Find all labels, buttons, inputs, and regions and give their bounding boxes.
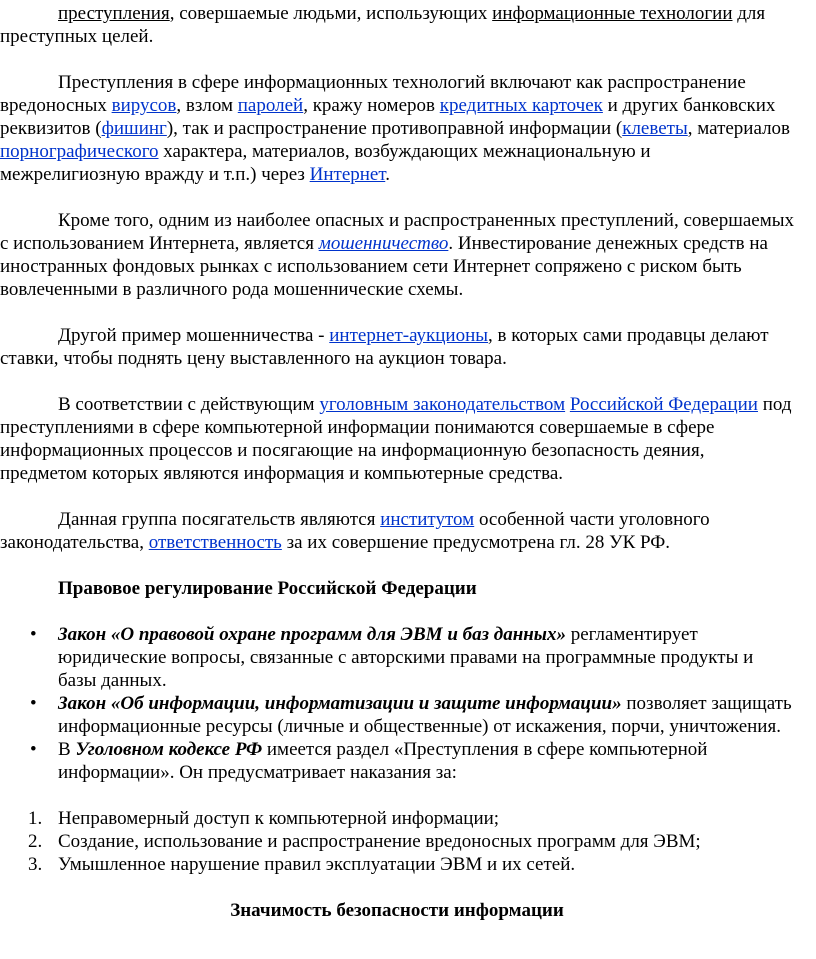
law-bullet-list	[0, 623, 794, 784]
link-viruses[interactable]: вирусов	[111, 95, 177, 116]
bullet-marker: •	[30, 739, 37, 760]
link-crimes[interactable]: преступления	[58, 3, 170, 24]
paragraph-text: Данная группа посягательств являются	[58, 509, 381, 530]
link-institute[interactable]: институтом	[380, 509, 475, 530]
item-number: 3.	[28, 854, 43, 875]
paragraph-text: , совершаемые людьми, использующих	[169, 3, 493, 24]
paragraph-text: характера, материалов, возбуждающих межнациональную и межрелигиозную вражду и т.п.) через	[0, 141, 651, 185]
item-number: 2.	[28, 831, 43, 852]
list-item	[0, 830, 794, 853]
paragraph-text: , в которых сами продавцы делают ставки, чтобы поднять цену выставленного на аукцион товара.	[0, 325, 769, 369]
item-text: Умышленное нарушение правил эксплуатации ЭВМ и их сетей.	[58, 854, 576, 875]
link-internet[interactable]: Интернет	[309, 164, 386, 185]
paragraph-text: под преступлениями в сфере компьютерной информации понимаются совершаемые в сфере информационных процессов и посягающие на информационную безопасность деяния, предметом которых являются информация и компьютерные средства.	[0, 394, 792, 484]
item-text: Неправомерный доступ к компьютерной информации;	[58, 808, 500, 829]
paragraph-4	[0, 324, 794, 370]
law-title: Закон «Об информации, информатизации и защите информации»	[58, 693, 622, 714]
list-item	[0, 738, 794, 784]
link-criminal-law[interactable]: уголовным законодательством	[319, 394, 566, 415]
link-slander[interactable]: клеветы	[622, 118, 688, 139]
list-item	[0, 692, 794, 738]
link-internet-auctions[interactable]: интернет-аукционы	[329, 325, 489, 346]
paragraph-text: , кражу номеров	[303, 95, 440, 116]
paragraph-2	[0, 71, 794, 186]
paragraph-5	[0, 393, 794, 485]
link-russian-federation[interactable]: Российской Федерации	[569, 394, 758, 415]
paragraph-text: , материалов	[687, 118, 791, 139]
paragraph-1	[0, 2, 794, 48]
list-item	[0, 623, 794, 692]
item-number: 1.	[28, 808, 43, 829]
paragraph-text: и других банковских реквизитов (	[0, 95, 776, 139]
link-responsibility[interactable]: ответственность	[148, 532, 282, 553]
law-title: Уголовном кодексе РФ	[75, 739, 263, 760]
paragraph-text: В соответствии с действующим	[58, 394, 320, 415]
paragraph-text: Другой пример мошенничества -	[58, 325, 330, 346]
link-passwords[interactable]: паролей	[237, 95, 304, 116]
law-prefix: В	[58, 739, 76, 760]
list-item	[0, 807, 794, 830]
bullet-marker: •	[30, 693, 37, 714]
list-item	[0, 853, 794, 876]
paragraph-text: для преступных целей.	[0, 3, 766, 47]
paragraph-3	[0, 209, 794, 301]
law-title: Закон «О правовой охране программ для ЭВМ и баз данных»	[58, 624, 566, 645]
link-fraud[interactable]: мошенничество	[318, 233, 449, 254]
item-text: Создание, использование и распространение вредоносных программ для ЭВМ;	[58, 831, 701, 852]
section-heading-information-security: Значимость безопасности информации	[230, 900, 564, 921]
paragraph-text: ), так и распространение противоправной информации (	[166, 118, 623, 139]
paragraph-text: за их совершение предусмотрена гл. 28 УК РФ.	[281, 532, 670, 553]
bullet-marker: •	[30, 624, 37, 645]
link-phishing[interactable]: фишинг	[101, 118, 167, 139]
paragraph-text: . Инвестирование денежных средств на иностранных фондовых рынках с использованием сети Интернет сопряжено с риском быть вовлеченными в различного рода мошеннические схемы.	[0, 233, 768, 300]
section-heading-legal-regulation: Правовое регулирование Российской Федерации	[58, 578, 477, 599]
law-description: имеется раздел «Преступления в сфере компьютерной информации». Он предусматривает наказания за:	[58, 739, 708, 783]
paragraph-text: особенной части уголовного законодательства,	[0, 509, 710, 553]
link-information-technologies[interactable]: информационные технологии	[492, 3, 733, 24]
link-pornographic[interactable]: порнографического	[0, 141, 159, 162]
paragraph-text: Преступления в сфере информационных технологий включают как распространение вредоносных	[0, 72, 746, 116]
paragraph-text: Кроме того, одним из наиболее опасных и распространенных преступлений, совершаемых с использованием Интернета, является	[0, 210, 794, 254]
punishments-numbered-list	[0, 807, 794, 876]
paragraph-text: .	[385, 164, 390, 185]
link-credit-cards[interactable]: кредитных карточек	[439, 95, 603, 116]
paragraph-text: , взлом	[176, 95, 238, 116]
paragraph-6	[0, 508, 794, 554]
law-description: позволяет защищать информационные ресурсы (личные и общественные) от искажения, порчи, уничтожения.	[58, 693, 792, 737]
law-description: регламентирует юридические вопросы, связанные с авторскими правами на программные продукты и базы данных.	[58, 624, 754, 691]
